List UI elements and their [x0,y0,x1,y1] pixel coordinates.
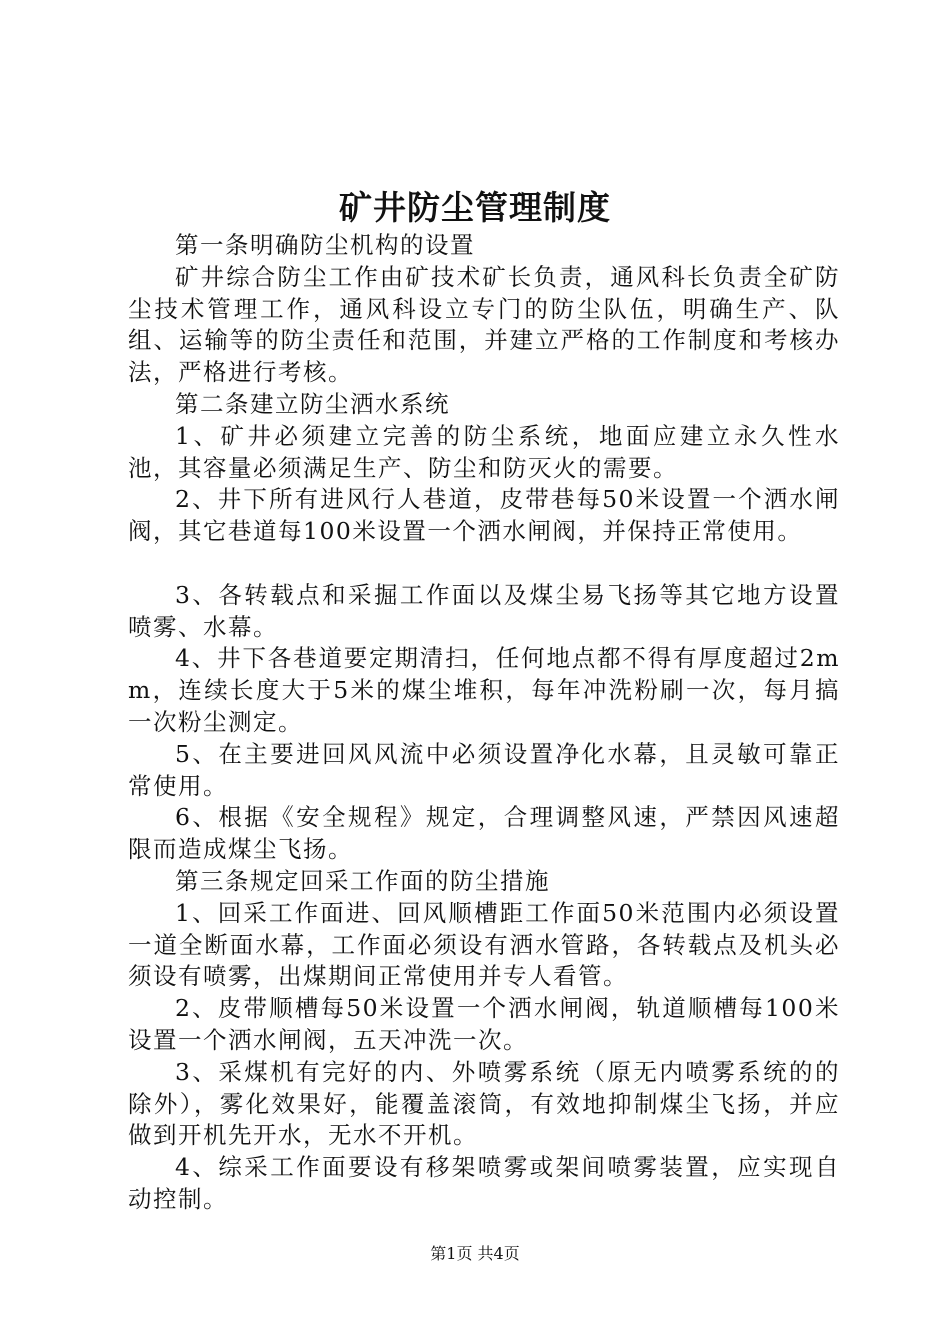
document-title: 矿井防尘管理制度 [339,188,611,227]
article-3-item-1: 1、回采工作面进、回风顺槽距工作面50米范围内必须设置一道全断面水幕，工作面必须设有洒水管路，各转载点及机头必须设有喷雾，出煤期间正常使用并专人看管。 [128,898,840,991]
blank-line [128,548,840,580]
article-2-item-4: 4、井下各巷道要定期清扫，任何地点都不得有厚度超过2mm，连续长度大于5米的煤尘堆积，每年冲洗粉刷一次，每月搞一次粉尘测定。 [128,644,840,736]
article-2-item-6: 6、根据《安全规程》规定，合理调整风速，严禁因风速超限而造成煤尘飞扬。 [128,803,840,864]
article-2-item-1: 1、矿井必须建立完善的防尘系统，地面应建立永久性水池，其容量必须满足生产、防尘和防灭火的需要。 [128,421,840,482]
article-1-text: 矿井综合防尘工作由矿技术矿长负责，通风科长负责全矿防尘技术管理工作，通风科设立专门的防尘队伍，明确生产、队组、运输等的防尘责任和范围，并建立严格的工作制度和考核办法，严格进行考核。 [128,262,840,387]
article-3-item-2: 2、皮带顺槽每50米设置一个洒水闸阀，轨道顺槽每100米设置一个洒水闸阀，五天冲洗一次。 [128,994,840,1054]
article-2-item-2: 2、井下所有进风行人巷道，皮带巷每50米设置一个洒水闸阀，其它巷道每100米设置一个洒水闸阀，并保持正常使用。 [128,485,840,546]
article-3-heading: 第三条规定回采工作面的防尘措施 [175,866,550,895]
article-2-heading: 第二条建立防尘洒水系统 [175,389,450,418]
document-body [128,230,840,1216]
article-3-item-4: 4、综采工作面要设有移架喷雾或架间喷雾装置，应实现自动控制。 [128,1153,840,1213]
article-3-item-3: 3、采煤机有完好的内、外喷雾系统（原无内喷雾系统的的除外），雾化效果好，能覆盖滚筒，有效地抑制煤尘飞扬，并应做到开机先开水，无水不开机。 [128,1057,840,1150]
article-1-heading: 第一条明确防尘机构的设置 [175,231,475,259]
article-2-item-5: 5、在主要进回风风流中必须设置净化水幕，且灵敏可靠正常使用。 [128,739,840,800]
article-2-item-3: 3、各转载点和采掘工作面以及煤尘易飞扬等其它地方设置喷雾、水幕。 [128,580,840,641]
page-number: 第1页 共4页 [430,1244,520,1263]
